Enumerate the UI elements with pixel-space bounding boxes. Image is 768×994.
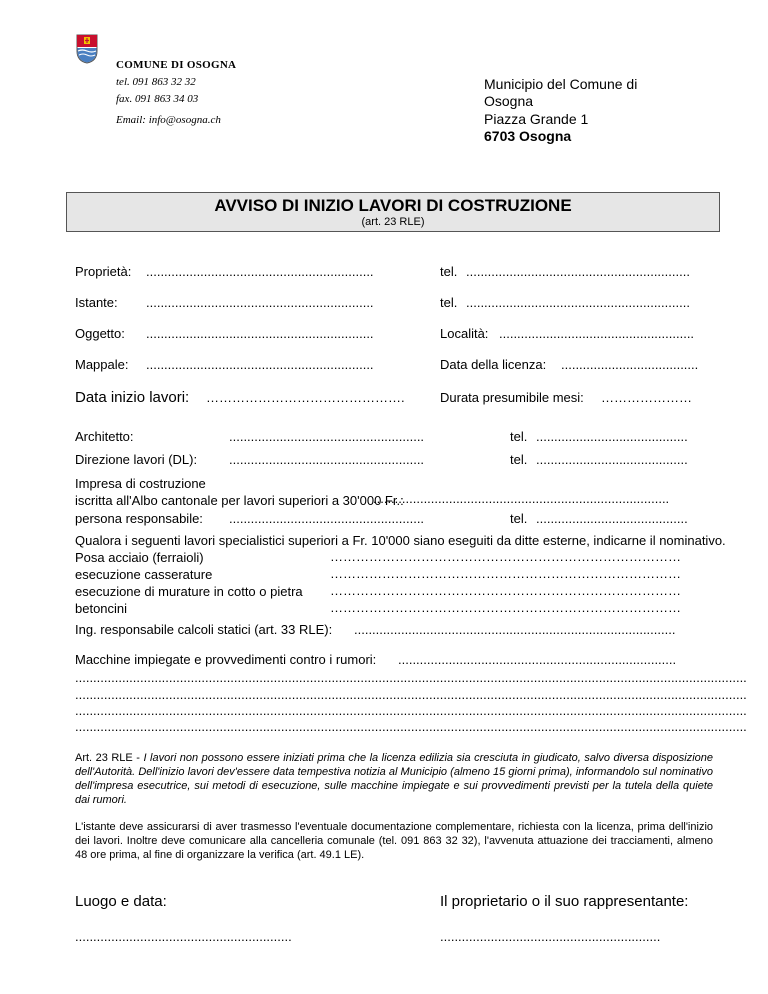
field-betoncini[interactable]: ……………………………………………………………………… [330, 600, 681, 615]
label-tel-architetto: tel. [510, 429, 528, 444]
field-posa[interactable]: ……………………………………………………………………… [330, 549, 681, 564]
label-ing: Ing. responsabile calcoli statici (art. 33 RLE): [75, 622, 333, 637]
field-oggetto[interactable]: ............................................................... [146, 326, 374, 341]
label-mappale: Mappale: [75, 357, 129, 372]
label-istante: Istante: [75, 295, 118, 310]
page-title: AVVISO DI INIZIO LAVORI DI COSTRUZIONE [214, 196, 572, 215]
recipient-line1: Municipio del Comune di [484, 76, 638, 92]
note-art23-label: Art. 23 RLE - [75, 752, 140, 764]
label-qualora: Qualora i seguenti lavori specialistici superiori a Fr. 10'000 siano eseguiti da ditte esterne, indicarne il nominativo. [75, 533, 726, 548]
header-fax: fax. 091 863 34 03 [116, 93, 199, 105]
title-box [66, 192, 720, 232]
field-macchine[interactable]: ............................................................................. [398, 652, 677, 667]
label-macchine: Macchine impiegate e provvedimenti contro i rumori: [75, 652, 377, 667]
label-proprieta: Proprietà: [75, 264, 132, 279]
label-betoncini: betoncini [75, 601, 128, 616]
field-tel-persona[interactable]: .......................................... [536, 511, 688, 526]
field-direzione[interactable]: ...................................................... [229, 452, 425, 467]
label-impresa: Impresa di costruzione [75, 476, 206, 491]
field-macchine-line2[interactable]: .......................................................................................................................................................................................... [75, 670, 747, 685]
field-impresa[interactable]: .................................................................................. [373, 491, 670, 506]
label-architetto: Architetto: [75, 429, 134, 444]
label-tel-direzione: tel. [510, 452, 528, 467]
label-tel-istante: tel. [440, 295, 458, 310]
field-durata[interactable]: ………………… [601, 390, 692, 405]
field-mappale[interactable]: ............................................................... [146, 357, 374, 372]
recipient-street: Piazza Grande 1 [484, 111, 589, 127]
note-art23 [75, 751, 713, 807]
municipality-name: COMUNE DI OSOGNA [116, 59, 237, 71]
label-localita: Località: [440, 326, 489, 341]
label-data-inizio: Data inizio lavori: [75, 389, 190, 406]
recipient-city: 6703 Osogna [484, 128, 572, 144]
label-murature: esecuzione di murature in cotto o pietra [75, 584, 303, 599]
field-istante[interactable]: ............................................................... [146, 295, 374, 310]
note-art23-text: I lavori non possono essere iniziati prima che la licenza edilizia sia cresciuta in giudicato, salvo diversa disposizione dell'Autorità. Dell'inizio lavori dev'essere data tempestiva notizia al Municipio (almeno 15 giorni prima), informandolo sul nominativo dell'impresa esecutrice, sui metodi di esecuzione, sulle macchine impiegate e sui provvedimenti previsti per la tutela della quiete dai rumori. [75, 752, 714, 806]
label-data-licenza: Data della licenza: [440, 357, 547, 372]
field-macchine-line4[interactable]: .......................................................................................................................................................................................... [75, 703, 747, 718]
label-luogo-data: Luogo e data: [75, 893, 167, 910]
label-oggetto: Oggetto: [75, 326, 125, 341]
field-data-inizio[interactable]: ………………………………………. [206, 390, 405, 405]
page-subtitle: (art. 23 RLE) [361, 216, 425, 228]
field-macchine-line5[interactable]: .......................................................................................................................................................................................... [75, 719, 747, 734]
field-macchine-line3[interactable]: .......................................................................................................................................................................................... [75, 687, 747, 702]
field-luogo-data[interactable]: ............................................................ [75, 929, 292, 944]
label-durata: Durata presumibile mesi: [440, 390, 584, 405]
label-tel-persona: tel. [510, 511, 528, 526]
label-posa: Posa acciaio (ferraioli) [75, 550, 204, 565]
field-firma[interactable]: ............................................................. [440, 929, 661, 944]
field-data-licenza[interactable]: ...................................... [561, 357, 699, 372]
field-tel-proprieta[interactable]: .............................................................. [466, 264, 690, 279]
header-tel: tel. 091 863 32 32 [116, 76, 196, 88]
header-email: Email: info@osogna.ch [116, 114, 221, 126]
field-ing[interactable]: ......................................................................................... [354, 622, 676, 637]
recipient-line2: Osogna [484, 93, 534, 109]
field-murature[interactable]: ……………………………………………………………………… [330, 583, 681, 598]
field-tel-architetto[interactable]: .......................................... [536, 429, 688, 444]
field-proprieta[interactable]: ............................................................... [146, 264, 374, 279]
osogna-crest-icon [76, 34, 98, 64]
label-direzione: Direzione lavori (DL): [75, 452, 198, 467]
label-iscritta: iscritta all'Albo cantonale per lavori superiori a 30'000 Fr.: [75, 493, 404, 508]
field-persona[interactable]: ...................................................... [229, 511, 425, 526]
field-casserature[interactable]: ……………………………………………………………………… [330, 566, 681, 581]
field-tel-istante[interactable]: .............................................................. [466, 295, 690, 310]
field-localita[interactable]: ...................................................... [499, 326, 695, 341]
field-architetto[interactable]: ...................................................... [229, 429, 425, 444]
label-persona: persona responsabile: [75, 511, 203, 526]
note-istante: L'istante deve assicurarsi di aver trasmesso l'eventuale documentazione complementare, richiesta con la licenza, prima dell'inizio dei lavori. Inoltre deve comunicare alla cancelleria comunale (tel. 091 863 32 32), l'avvenuta attuazione dei tracciamenti, almeno 48 ore prima, al fine di organizzare la verifica (art. 49.1 LE). [75, 821, 713, 861]
label-casserature: esecuzione casserature [75, 567, 213, 582]
label-proprietario: Il proprietario o il suo rappresentante: [440, 893, 689, 910]
label-tel-proprieta: tel. [440, 264, 458, 279]
field-tel-direzione[interactable]: .......................................... [536, 452, 688, 467]
